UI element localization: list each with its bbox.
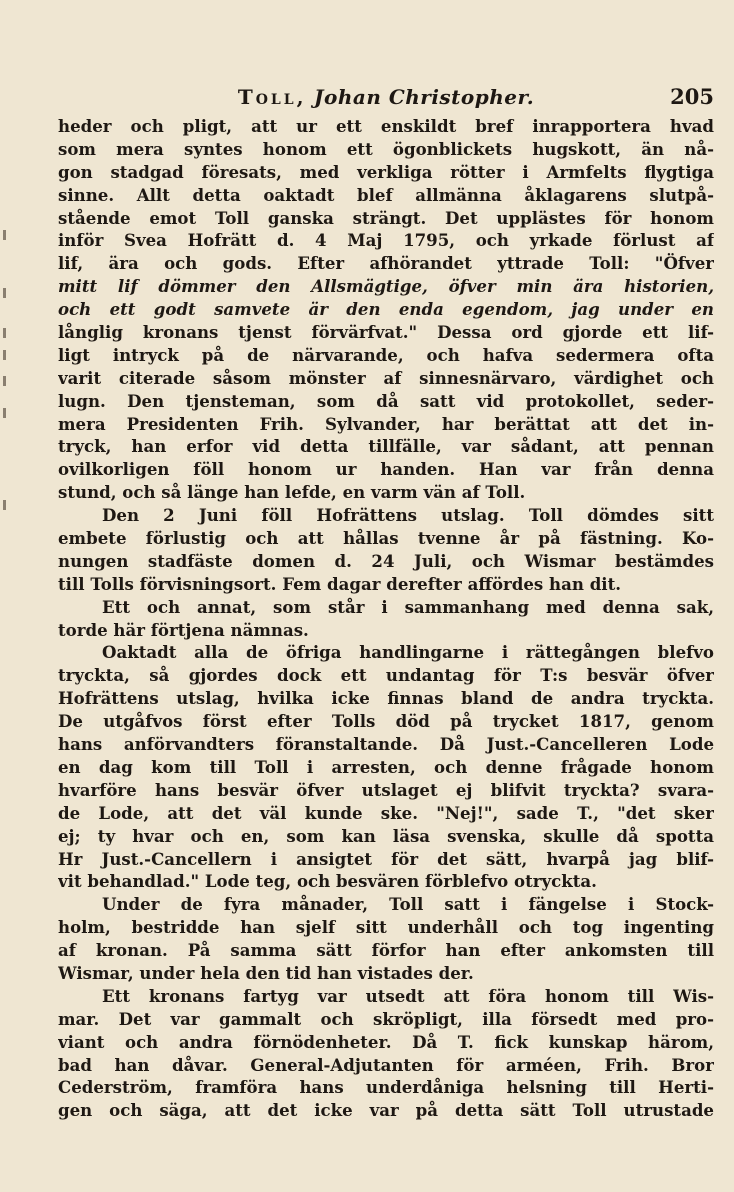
text-line: Den 2 Juni föll Hofrättens utslag. Toll dömdes sitt bbox=[102, 505, 714, 526]
text-line: sinne. Allt detta oaktadt blef allmänna åklagarens slutpå- bbox=[58, 184, 714, 205]
page-number: 205 bbox=[670, 84, 714, 109]
margin-marks bbox=[0, 230, 12, 530]
text-line: gon stadgad föresats, med verkliga rötter i Armfelts flygtiga bbox=[58, 161, 714, 182]
running-head-surname: Toll, bbox=[237, 85, 307, 109]
text-line: De utgåfvos först efter Tolls död på trycket 1817, genom bbox=[58, 711, 714, 732]
margin-mark bbox=[3, 350, 6, 360]
text-line: embete förlustig och att hållas tvenne år på fästning. Ko- bbox=[58, 528, 714, 549]
text-line: af kronan. På samma sätt förfor han efter ankomsten till bbox=[58, 940, 714, 961]
text-line: stående emot Toll ganska strängt. Det upplästes för honom bbox=[58, 207, 714, 228]
text-line: Hr Just.-Cancellern i ansigtet för det sätt, hvarpå jag blif- bbox=[58, 848, 714, 869]
running-head bbox=[58, 80, 714, 114]
text-line: viant och andra förnödenheter. Då T. fick kunskap härom, bbox=[58, 1031, 714, 1052]
text-line: Cederström, framföra hans underdåniga helsning till Herti- bbox=[58, 1077, 714, 1098]
text-line: Ett och annat, som står i sammanhang med denna sak, bbox=[102, 596, 714, 617]
running-head-forenames: Johan Christopher. bbox=[314, 85, 535, 109]
text-line: nungen stadfäste domen d. 24 Juli, och Wismar bestämdes bbox=[58, 550, 714, 571]
text-line: vit behandlad." Lode teg, och besvären förblefvo otryckta. bbox=[58, 871, 597, 892]
text-line: hvarföre hans besvär öfver utslaget ej blifvit tryckta? svara- bbox=[58, 779, 714, 800]
margin-mark bbox=[3, 376, 6, 386]
text-line: tryckta, så gjordes dock ett undantag för T:s besvär öfver bbox=[58, 665, 714, 686]
margin-mark bbox=[3, 500, 6, 510]
italic-quote: mitt lif dömmer den Allsmägtige, öfver min ära historien, bbox=[58, 276, 714, 297]
text-line-italic bbox=[58, 275, 714, 298]
margin-mark bbox=[3, 408, 6, 418]
text-line: holm, bestridde han sjelf sitt underhåll och tog ingenting bbox=[58, 917, 714, 938]
text-line: en dag kom till Toll i arresten, och denne frågade honom bbox=[58, 756, 714, 777]
text-line: till Tolls förvisningsort. Fem dagar derefter affördes han dit. bbox=[58, 573, 622, 594]
italic-quote: och ett godt samvete är den enda egendom, jag under en bbox=[58, 299, 714, 320]
text-line: bad han dåvar. General-Adjutanten för arméen, Frih. Bror bbox=[58, 1054, 714, 1075]
text-line: inför Svea Hofrätt d. 4 Maj 1795, och yrkade förlust af bbox=[58, 230, 714, 251]
text-line: mera Presidenten Frih. Sylvander, har berättat att det in- bbox=[58, 413, 714, 434]
text-line: ovilkorligen föll honom ur handen. Han var från denna bbox=[58, 459, 714, 480]
text-line: de Lode, att det väl kunde ske. "Nej!", sade T., "det sker bbox=[58, 802, 714, 823]
text-line: Ett kronans fartyg var utsedt att föra honom till Wis- bbox=[102, 985, 714, 1006]
text-line: heder och pligt, att ur ett enskildt bref inrapportera hvad bbox=[58, 116, 714, 136]
text-line: stund, och så länge han lefde, en varm vän af Toll. bbox=[58, 482, 526, 503]
text-line: lugn. Den tjensteman, som då satt vid protokollet, seder- bbox=[58, 390, 714, 411]
text-line: tryck, han erfor vid detta tillfälle, var sådant, att pennan bbox=[58, 436, 714, 457]
margin-mark bbox=[3, 328, 6, 338]
text-line: gen och säga, att det icke var på detta sätt Toll utrustade bbox=[58, 1100, 714, 1121]
margin-mark bbox=[3, 230, 6, 240]
margin-mark bbox=[3, 288, 6, 298]
text-line: mar. Det var gammalt och skröpligt, illa försedt med pro- bbox=[58, 1008, 714, 1029]
text-line: varit citerade såsom mönster af sinnesnärvaro, värdighet och bbox=[58, 367, 714, 388]
text-line: Oaktadt alla de öfriga handlingarne i rättegången blefvo bbox=[102, 642, 714, 663]
text-line: ligt intryck på de närvarande, och hafva sedermera ofta bbox=[58, 344, 714, 365]
text-line: torde här förtjena nämnas. bbox=[58, 619, 309, 640]
text-line-italic bbox=[58, 298, 714, 321]
text-line: Under de fyra månader, Toll satt i fängelse i Stock- bbox=[102, 894, 714, 915]
text-line: långlig kronans tjenst förvärfvat." Dessa ord gjorde ett lif- bbox=[58, 322, 714, 343]
text-line: ej; ty hvar och en, som kan läsa svenska, skulle då spotta bbox=[58, 825, 714, 846]
text-line: Hofrättens utslag, hvilka icke finnas bland de andra tryckta. bbox=[58, 688, 714, 709]
text-line: som mera syntes honom ett ögonblickets hugskott, än nå- bbox=[58, 138, 714, 159]
text-line: lif, ära och gods. Efter afhörandet yttrade Toll: "Öfver bbox=[58, 253, 714, 274]
text-line: hans anförvandters föranstaltande. Då Just.-Cancelleren Lode bbox=[58, 734, 714, 755]
text-line: Wismar, under hela den tid han vistades der. bbox=[58, 962, 474, 983]
running-head-title bbox=[58, 80, 714, 114]
body-text bbox=[58, 115, 714, 1122]
